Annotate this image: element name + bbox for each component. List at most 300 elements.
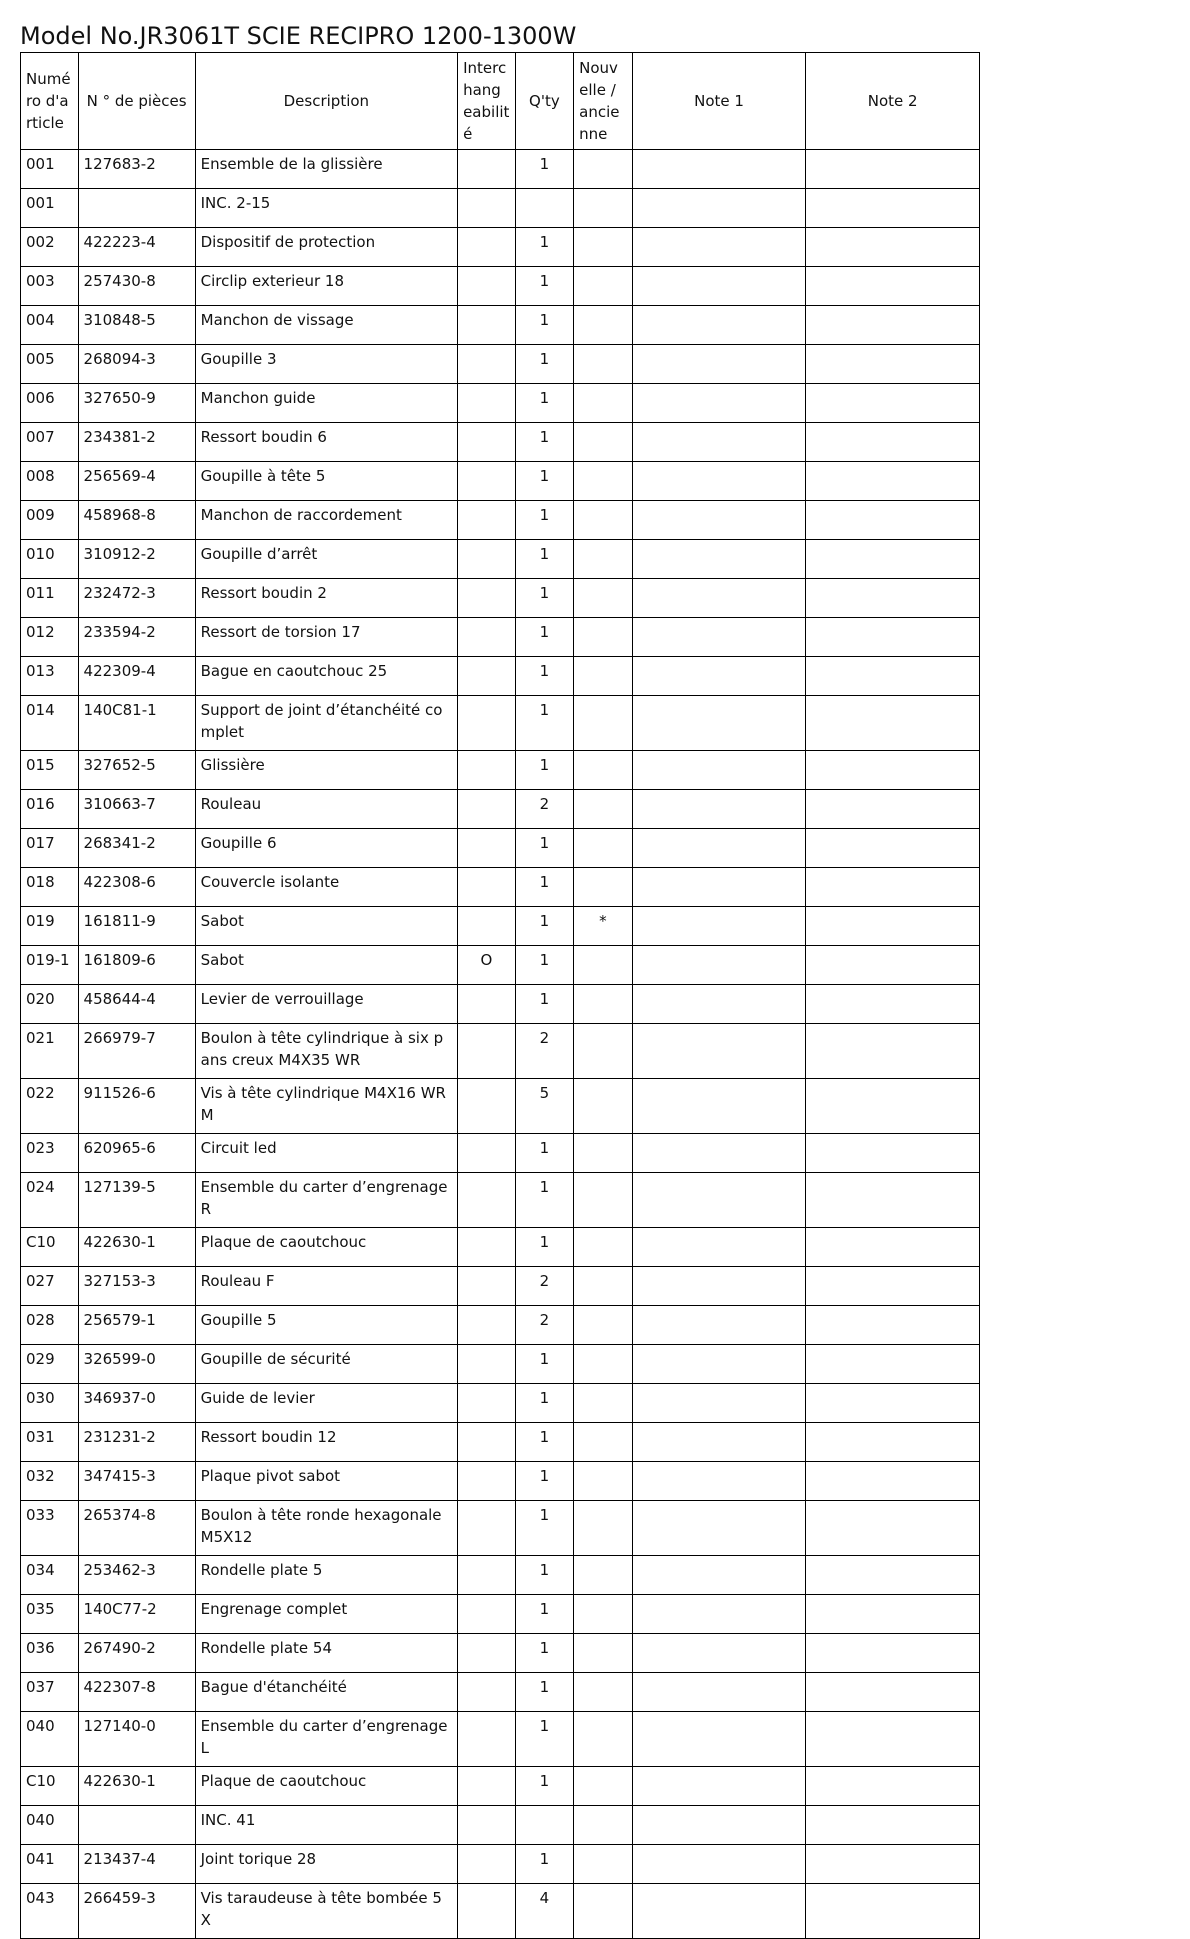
cell-new-old	[574, 829, 633, 868]
cell-interchangeability	[458, 1267, 516, 1306]
cell-item: 032	[21, 1462, 79, 1501]
cell-note1	[632, 306, 806, 345]
cell-qty: 2	[515, 1306, 574, 1345]
table-row	[21, 540, 980, 579]
cell-qty: 1	[515, 946, 574, 985]
cell-part-number: 127139-5	[78, 1173, 195, 1228]
table-row	[21, 1384, 980, 1423]
cell-item: 020	[21, 985, 79, 1024]
cell-qty: 4	[515, 1884, 574, 1939]
cell-note2	[806, 540, 980, 579]
cell-note1	[632, 1267, 806, 1306]
cell-note1	[632, 345, 806, 384]
table-row	[21, 907, 980, 946]
cell-note2	[806, 618, 980, 657]
cell-note1	[632, 1556, 806, 1595]
table-row	[21, 1024, 980, 1079]
cell-part-number: 256569-4	[78, 462, 195, 501]
table-row	[21, 790, 980, 829]
cell-new-old	[574, 579, 633, 618]
table-row	[21, 1306, 980, 1345]
cell-part-number: 231231-2	[78, 1423, 195, 1462]
cell-note2	[806, 1024, 980, 1079]
col-header-new-old: Nouvelle / ancienne	[574, 53, 633, 150]
cell-description: Ressort boudin 2	[195, 579, 457, 618]
cell-description: Rouleau	[195, 790, 457, 829]
cell-part-number: 140C77-2	[78, 1595, 195, 1634]
cell-qty: 2	[515, 1267, 574, 1306]
cell-new-old	[574, 1767, 633, 1806]
cell-new-old	[574, 1556, 633, 1595]
cell-description: Vis à tête cylindrique M4X16 WRM	[195, 1079, 457, 1134]
table-row	[21, 1079, 980, 1134]
cell-note2	[806, 1556, 980, 1595]
cell-item: 019	[21, 907, 79, 946]
cell-part-number: 422630-1	[78, 1228, 195, 1267]
cell-interchangeability	[458, 751, 516, 790]
cell-description: Boulon à tête cylindrique à six pans creux M4X35 WR	[195, 1024, 457, 1079]
cell-item: 017	[21, 829, 79, 868]
cell-description: Joint torique 28	[195, 1845, 457, 1884]
cell-note2	[806, 1345, 980, 1384]
cell-new-old	[574, 1806, 633, 1845]
cell-new-old	[574, 540, 633, 579]
cell-interchangeability	[458, 579, 516, 618]
cell-qty: 1	[515, 1423, 574, 1462]
cell-qty: 1	[515, 1556, 574, 1595]
cell-item: 011	[21, 579, 79, 618]
cell-interchangeability	[458, 985, 516, 1024]
cell-part-number: 458968-8	[78, 501, 195, 540]
cell-item: 034	[21, 1556, 79, 1595]
cell-part-number: 458644-4	[78, 985, 195, 1024]
cell-interchangeability	[458, 501, 516, 540]
cell-note1	[632, 384, 806, 423]
cell-part-number: 326599-0	[78, 1345, 195, 1384]
cell-interchangeability	[458, 1079, 516, 1134]
table-row	[21, 751, 980, 790]
cell-interchangeability	[458, 829, 516, 868]
parts-table	[20, 52, 980, 1939]
cell-part-number: 620965-6	[78, 1134, 195, 1173]
table-row	[21, 150, 980, 189]
cell-note1	[632, 868, 806, 907]
table-row	[21, 501, 980, 540]
cell-description: Guide de levier	[195, 1384, 457, 1423]
cell-note1	[632, 1634, 806, 1673]
cell-new-old	[574, 267, 633, 306]
cell-qty: 1	[515, 345, 574, 384]
cell-item: 023	[21, 1134, 79, 1173]
table-row	[21, 829, 980, 868]
cell-new-old	[574, 1845, 633, 1884]
cell-note2	[806, 150, 980, 189]
col-header-part: N ° de pièces	[78, 53, 195, 150]
cell-item: 019-1	[21, 946, 79, 985]
cell-item: 015	[21, 751, 79, 790]
cell-qty: 1	[515, 150, 574, 189]
table-row	[21, 657, 980, 696]
cell-part-number: 232472-3	[78, 579, 195, 618]
cell-qty: 2	[515, 790, 574, 829]
cell-new-old	[574, 1306, 633, 1345]
cell-note1	[632, 579, 806, 618]
cell-item: 028	[21, 1306, 79, 1345]
table-row	[21, 423, 980, 462]
cell-description: Rouleau F	[195, 1267, 457, 1306]
cell-new-old	[574, 1079, 633, 1134]
cell-qty: 1	[515, 501, 574, 540]
cell-new-old	[574, 1173, 633, 1228]
cell-note2	[806, 306, 980, 345]
cell-note1	[632, 267, 806, 306]
cell-description: Plaque de caoutchouc	[195, 1767, 457, 1806]
cell-qty: 1	[515, 829, 574, 868]
col-header-note2: Note 2	[806, 53, 980, 150]
cell-item: 018	[21, 868, 79, 907]
cell-qty: 1	[515, 1345, 574, 1384]
cell-description: Levier de verrouillage	[195, 985, 457, 1024]
table-row	[21, 345, 980, 384]
cell-note2	[806, 423, 980, 462]
cell-description: Engrenage complet	[195, 1595, 457, 1634]
cell-interchangeability	[458, 1712, 516, 1767]
cell-note1	[632, 1462, 806, 1501]
cell-item: 008	[21, 462, 79, 501]
cell-item: 022	[21, 1079, 79, 1134]
table-row	[21, 1173, 980, 1228]
cell-description: Ressort boudin 12	[195, 1423, 457, 1462]
cell-new-old	[574, 1634, 633, 1673]
cell-note1	[632, 1228, 806, 1267]
cell-new-old	[574, 306, 633, 345]
cell-part-number: 310912-2	[78, 540, 195, 579]
cell-note2	[806, 1384, 980, 1423]
table-row	[21, 462, 980, 501]
cell-note1	[632, 1767, 806, 1806]
cell-qty: 1	[515, 696, 574, 751]
cell-interchangeability	[458, 1767, 516, 1806]
cell-note2	[806, 1884, 980, 1939]
cell-new-old	[574, 1673, 633, 1712]
cell-item: 043	[21, 1884, 79, 1939]
cell-qty: 1	[515, 1595, 574, 1634]
cell-description: Bague en caoutchouc 25	[195, 657, 457, 696]
cell-qty: 1	[515, 1501, 574, 1556]
cell-note1	[632, 696, 806, 751]
cell-qty: 1	[515, 540, 574, 579]
table-row	[21, 189, 980, 228]
cell-new-old	[574, 657, 633, 696]
cell-description: Sabot	[195, 907, 457, 946]
cell-description: Goupille à tête 5	[195, 462, 457, 501]
cell-interchangeability	[458, 1845, 516, 1884]
cell-note2	[806, 1267, 980, 1306]
cell-description: Ressort de torsion 17	[195, 618, 457, 657]
cell-part-number: 327652-5	[78, 751, 195, 790]
cell-note2	[806, 696, 980, 751]
cell-interchangeability	[458, 1556, 516, 1595]
cell-note1	[632, 1079, 806, 1134]
cell-note2	[806, 946, 980, 985]
cell-qty: 1	[515, 423, 574, 462]
cell-part-number: 256579-1	[78, 1306, 195, 1345]
cell-qty: 1	[515, 1712, 574, 1767]
table-row	[21, 1423, 980, 1462]
cell-note1	[632, 462, 806, 501]
cell-note2	[806, 1228, 980, 1267]
cell-part-number: 265374-8	[78, 1501, 195, 1556]
table-row	[21, 868, 980, 907]
cell-interchangeability	[458, 1595, 516, 1634]
cell-new-old	[574, 423, 633, 462]
cell-note2	[806, 1501, 980, 1556]
cell-note1	[632, 1134, 806, 1173]
col-header-description: Description	[195, 53, 457, 150]
cell-new-old	[574, 1024, 633, 1079]
cell-note2	[806, 1673, 980, 1712]
cell-item: 041	[21, 1845, 79, 1884]
cell-interchangeability	[458, 1806, 516, 1845]
cell-new-old	[574, 618, 633, 657]
table-row	[21, 946, 980, 985]
cell-item: 003	[21, 267, 79, 306]
cell-qty: 1	[515, 384, 574, 423]
cell-description: Glissière	[195, 751, 457, 790]
cell-part-number: 310663-7	[78, 790, 195, 829]
cell-qty: 1	[515, 1845, 574, 1884]
cell-new-old	[574, 1267, 633, 1306]
table-header-row	[21, 53, 980, 150]
cell-note1	[632, 1595, 806, 1634]
cell-description: Ressort boudin 6	[195, 423, 457, 462]
cell-new-old	[574, 1134, 633, 1173]
cell-item: 010	[21, 540, 79, 579]
cell-new-old	[574, 868, 633, 907]
cell-description: Sabot	[195, 946, 457, 985]
cell-note1	[632, 790, 806, 829]
cell-item: 014	[21, 696, 79, 751]
cell-qty: 1	[515, 1228, 574, 1267]
cell-description: Goupille de sécurité	[195, 1345, 457, 1384]
cell-interchangeability	[458, 345, 516, 384]
cell-note1	[632, 1384, 806, 1423]
cell-description: Goupille d’arrêt	[195, 540, 457, 579]
table-row	[21, 1845, 980, 1884]
cell-item: 029	[21, 1345, 79, 1384]
cell-part-number: 266979-7	[78, 1024, 195, 1079]
cell-note2	[806, 907, 980, 946]
cell-description: Manchon de raccordement	[195, 501, 457, 540]
cell-note1	[632, 1501, 806, 1556]
cell-description: INC. 41	[195, 1806, 457, 1845]
cell-item: 006	[21, 384, 79, 423]
cell-part-number: 347415-3	[78, 1462, 195, 1501]
cell-note2	[806, 751, 980, 790]
cell-note2	[806, 1634, 980, 1673]
cell-qty: 1	[515, 868, 574, 907]
cell-new-old	[574, 696, 633, 751]
cell-new-old	[574, 150, 633, 189]
cell-interchangeability	[458, 1134, 516, 1173]
cell-note1	[632, 985, 806, 1024]
cell-part-number: 422308-6	[78, 868, 195, 907]
cell-interchangeability	[458, 306, 516, 345]
cell-new-old: *	[574, 907, 633, 946]
cell-new-old	[574, 1345, 633, 1384]
cell-new-old	[574, 1884, 633, 1939]
cell-note2	[806, 267, 980, 306]
cell-new-old	[574, 1384, 633, 1423]
cell-description: Manchon de vissage	[195, 306, 457, 345]
col-header-qty: Q'ty	[515, 53, 574, 150]
cell-note1	[632, 150, 806, 189]
cell-interchangeability: O	[458, 946, 516, 985]
cell-part-number: 911526-6	[78, 1079, 195, 1134]
cell-item: 021	[21, 1024, 79, 1079]
cell-new-old	[574, 1462, 633, 1501]
cell-note1	[632, 1173, 806, 1228]
cell-qty: 1	[515, 1384, 574, 1423]
cell-note2	[806, 345, 980, 384]
cell-description: Couvercle isolante	[195, 868, 457, 907]
cell-item: 013	[21, 657, 79, 696]
table-row	[21, 1767, 980, 1806]
col-header-interchangeability: Interchangeabilité	[458, 53, 516, 150]
table-row	[21, 1634, 980, 1673]
cell-note1	[632, 228, 806, 267]
cell-item: 037	[21, 1673, 79, 1712]
cell-part-number: 161809-6	[78, 946, 195, 985]
cell-note2	[806, 868, 980, 907]
cell-description: Rondelle plate 54	[195, 1634, 457, 1673]
cell-interchangeability	[458, 1345, 516, 1384]
col-header-note1: Note 1	[632, 53, 806, 150]
cell-interchangeability	[458, 868, 516, 907]
cell-new-old	[574, 384, 633, 423]
table-row	[21, 1556, 980, 1595]
cell-item: 040	[21, 1806, 79, 1845]
cell-interchangeability	[458, 189, 516, 228]
cell-item: 024	[21, 1173, 79, 1228]
cell-part-number: 127140-0	[78, 1712, 195, 1767]
cell-interchangeability	[458, 1423, 516, 1462]
cell-note2	[806, 579, 980, 618]
cell-description: Boulon à tête ronde hexagonale M5X12	[195, 1501, 457, 1556]
cell-part-number: 268341-2	[78, 829, 195, 868]
cell-note2	[806, 1173, 980, 1228]
cell-qty	[515, 1806, 574, 1845]
cell-item: 027	[21, 1267, 79, 1306]
cell-note1	[632, 423, 806, 462]
cell-note1	[632, 540, 806, 579]
cell-interchangeability	[458, 1228, 516, 1267]
cell-interchangeability	[458, 657, 516, 696]
cell-new-old	[574, 985, 633, 1024]
cell-item: C10	[21, 1767, 79, 1806]
cell-note2	[806, 1806, 980, 1845]
cell-note1	[632, 1024, 806, 1079]
cell-new-old	[574, 1501, 633, 1556]
cell-note1	[632, 1806, 806, 1845]
cell-note2	[806, 1423, 980, 1462]
cell-note2	[806, 1306, 980, 1345]
table-row	[21, 1595, 980, 1634]
cell-description: INC. 2-15	[195, 189, 457, 228]
cell-description: Goupille 5	[195, 1306, 457, 1345]
cell-qty: 1	[515, 1462, 574, 1501]
cell-part-number	[78, 1806, 195, 1845]
cell-note2	[806, 657, 980, 696]
cell-description: Vis taraudeuse à tête bombée 5X	[195, 1884, 457, 1939]
cell-item: 016	[21, 790, 79, 829]
cell-part-number: 422630-1	[78, 1767, 195, 1806]
cell-interchangeability	[458, 696, 516, 751]
cell-note1	[632, 189, 806, 228]
table-row	[21, 1712, 980, 1767]
cell-interchangeability	[458, 1634, 516, 1673]
cell-item: C10	[21, 1228, 79, 1267]
cell-note1	[632, 1845, 806, 1884]
cell-new-old	[574, 189, 633, 228]
cell-part-number: 253462-3	[78, 1556, 195, 1595]
cell-description: Goupille 3	[195, 345, 457, 384]
cell-note1	[632, 1673, 806, 1712]
cell-item: 005	[21, 345, 79, 384]
cell-item: 001	[21, 189, 79, 228]
cell-new-old	[574, 1228, 633, 1267]
cell-interchangeability	[458, 423, 516, 462]
cell-new-old	[574, 462, 633, 501]
cell-qty: 1	[515, 579, 574, 618]
cell-new-old	[574, 751, 633, 790]
cell-interchangeability	[458, 1384, 516, 1423]
cell-item: 009	[21, 501, 79, 540]
cell-note1	[632, 1884, 806, 1939]
cell-note1	[632, 1345, 806, 1384]
cell-interchangeability	[458, 618, 516, 657]
cell-note1	[632, 907, 806, 946]
table-row	[21, 1228, 980, 1267]
cell-description: Ensemble du carter d’engrenage L	[195, 1712, 457, 1767]
cell-description: Ensemble du carter d’engrenage R	[195, 1173, 457, 1228]
cell-part-number: 310848-5	[78, 306, 195, 345]
cell-part-number: 327153-3	[78, 1267, 195, 1306]
page-title: Model No.JR3061T SCIE RECIPRO 1200-1300W	[20, 22, 577, 50]
table-row	[21, 1501, 980, 1556]
cell-part-number: 140C81-1	[78, 696, 195, 751]
cell-interchangeability	[458, 228, 516, 267]
cell-qty: 1	[515, 618, 574, 657]
cell-qty: 1	[515, 657, 574, 696]
cell-note2	[806, 985, 980, 1024]
cell-description: Dispositif de protection	[195, 228, 457, 267]
cell-qty: 1	[515, 1134, 574, 1173]
cell-new-old	[574, 790, 633, 829]
cell-item: 040	[21, 1712, 79, 1767]
table-row	[21, 267, 980, 306]
cell-item: 036	[21, 1634, 79, 1673]
cell-part-number: 422223-4	[78, 228, 195, 267]
cell-note2	[806, 1845, 980, 1884]
cell-part-number: 422307-8	[78, 1673, 195, 1712]
table-row	[21, 228, 980, 267]
table-row	[21, 384, 980, 423]
cell-new-old	[574, 1423, 633, 1462]
cell-qty: 1	[515, 1767, 574, 1806]
cell-interchangeability	[458, 1306, 516, 1345]
cell-note2	[806, 384, 980, 423]
